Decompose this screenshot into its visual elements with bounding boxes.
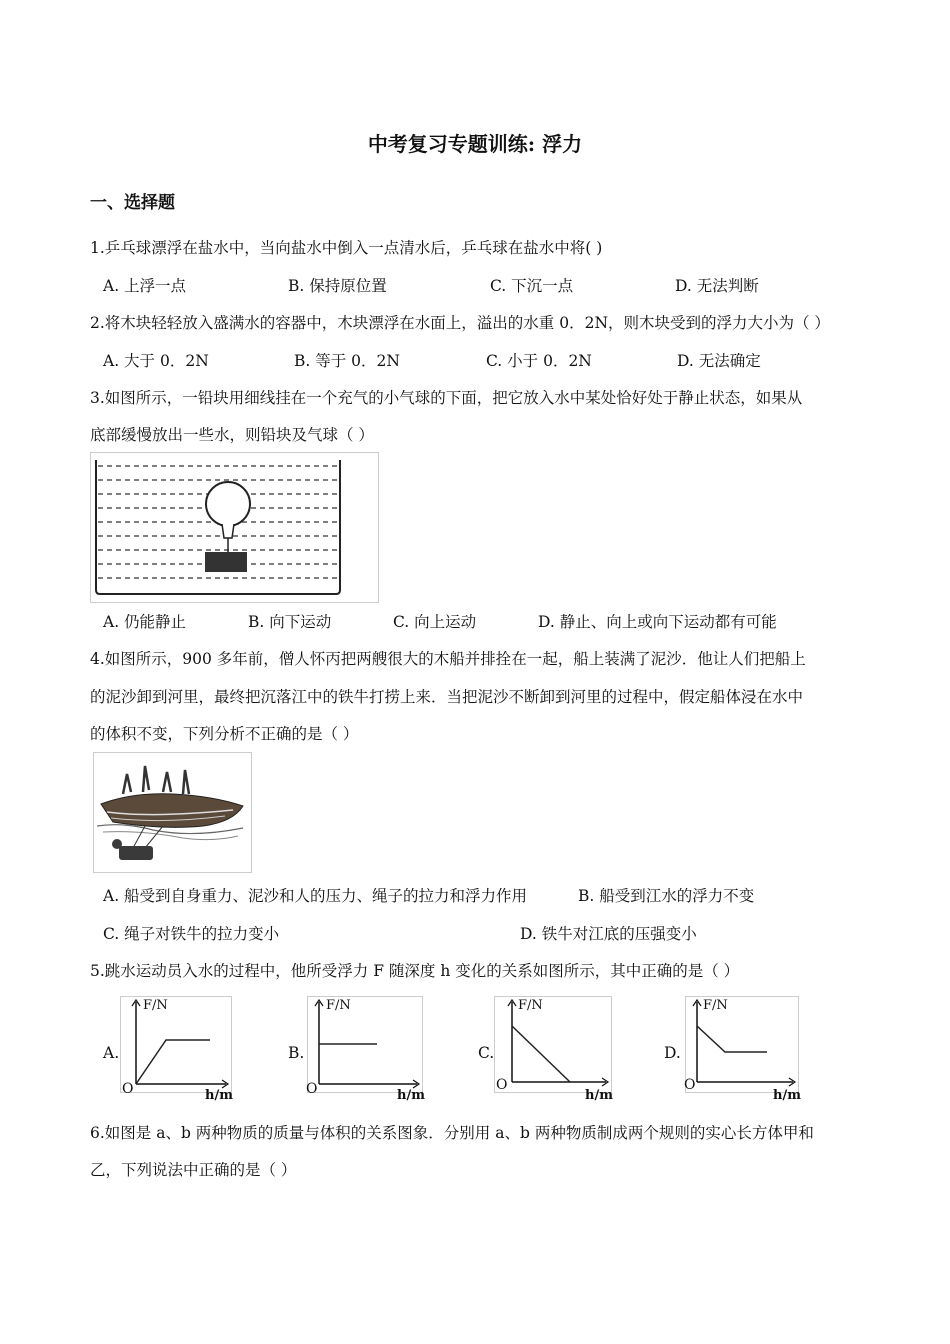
question-5-stem: 5.跳水运动员入水的过程中，他所受浮力 F 随深度 h 变化的关系如图所示，其中正确的是（ ）	[90, 962, 740, 980]
q4-figure-boat-illustration	[93, 752, 253, 874]
q1-option-c[interactable]: C. 下沉一点	[490, 277, 574, 295]
question-2-stem: 2.将木块轻轻放入盛满水的容器中，木块漂浮在水面上，溢出的水重 0．2N，则木块受到的浮力大小为（ ）	[90, 314, 830, 332]
q5-graph-a-xlabel: h/m	[205, 1088, 233, 1103]
q5-option-d[interactable]: D.	[664, 1044, 681, 1062]
q2-option-b[interactable]: B. 等于 0．2N	[294, 352, 400, 370]
question-1-stem: 1.乒乓球漂浮在盐水中，当向盐水中倒入一点清水后，乒乓球在盐水中将( )	[90, 239, 603, 257]
q1-option-a[interactable]: A. 上浮一点	[103, 277, 187, 295]
q5-graph-b-origin: O	[306, 1081, 318, 1097]
question-4-stem-line1: 4.如图所示，900 多年前，僧人怀丙把两艘很大的木船并排拴在一起，船上装满了泥沙．他让人们把船上	[90, 650, 806, 668]
q4-option-a[interactable]: A. 船受到自身重力、泥沙和人的压力、绳子的拉力和浮力作用	[103, 887, 528, 905]
q2-option-d[interactable]: D. 无法确定	[677, 352, 761, 370]
q5-graph-a-ylabel: F/N	[143, 998, 168, 1013]
q5-graph-d-origin: O	[684, 1077, 696, 1093]
q5-graph-b-ylabel: F/N	[326, 998, 351, 1013]
question-3-stem-line2: 底部缓慢放出一些水，则铅块及气球（ ）	[90, 426, 374, 444]
q5-graph-d-xlabel: h/m	[773, 1088, 801, 1103]
q5-option-b[interactable]: B.	[288, 1044, 305, 1062]
q5-option-a[interactable]: A.	[103, 1044, 120, 1062]
q2-option-c[interactable]: C. 小于 0．2N	[486, 352, 592, 370]
q3-option-d[interactable]: D. 静止、向上或向下运动都有可能	[538, 613, 777, 631]
q3-figure-water-tank	[90, 452, 380, 604]
page-title: 中考复习专题训练: 浮力	[367, 132, 583, 156]
question-6-stem-line2: 乙，下列说法中正确的是（ ）	[90, 1161, 297, 1179]
q3-option-b[interactable]: B. 向下运动	[248, 613, 332, 631]
q5-graph-c-ylabel: F/N	[518, 998, 543, 1013]
q5-graph-a-origin: O	[122, 1081, 134, 1097]
q2-option-a[interactable]: A. 大于 0．2N	[103, 352, 209, 370]
q4-option-d[interactable]: D. 铁牛对江底的压强变小	[520, 925, 697, 943]
q5-graph-b-xlabel: h/m	[397, 1088, 425, 1103]
question-3-stem-line1: 3.如图所示，一铅块用细线挂在一个充气的小气球的下面，把它放入水中某处恰好处于静止状态，如果从	[90, 389, 803, 407]
section-heading: 一、选择题	[90, 193, 175, 213]
q4-option-c[interactable]: C. 绳子对铁牛的拉力变小	[103, 925, 280, 943]
q5-graph-c-origin: O	[496, 1077, 508, 1093]
question-6-stem-line1: 6.如图是 a、b 两种物质的质量与体积的关系图象．分别用 a、b 两种物质制成两个规则的实心长方体甲和	[90, 1124, 814, 1142]
q5-option-c[interactable]: C.	[478, 1044, 495, 1062]
question-4-stem-line2: 的泥沙卸到河里，最终把沉落江中的铁牛打捞上来．当把泥沙不断卸到河里的过程中，假定船体浸在水中	[90, 688, 804, 706]
q1-option-d[interactable]: D. 无法判断	[675, 277, 759, 295]
q4-option-b[interactable]: B. 船受到江水的浮力不变	[578, 887, 755, 905]
q3-option-a[interactable]: A. 仍能静止	[103, 613, 187, 631]
q5-graph-c-xlabel: h/m	[585, 1088, 613, 1103]
q3-option-c[interactable]: C. 向上运动	[393, 613, 477, 631]
q5-graph-d-ylabel: F/N	[703, 998, 728, 1013]
question-4-stem-line3: 的体积不变，下列分析不正确的是（ ）	[90, 725, 359, 743]
q1-option-b[interactable]: B. 保持原位置	[288, 277, 387, 295]
